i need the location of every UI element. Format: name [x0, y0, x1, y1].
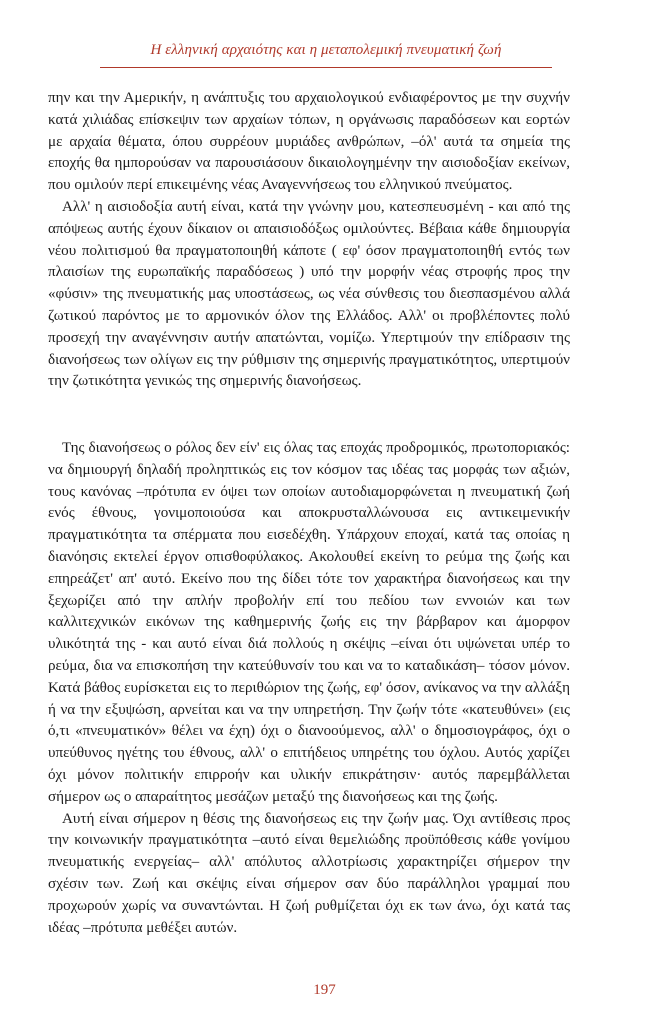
body-text-lower	[48, 438, 570, 939]
page-number: 197	[313, 982, 336, 998]
paragraph: Της διανοήσεως ο ρόλος δεν είν' εις όλας τας εποχάς προδρομικός, πρωτοποριακός: να δημιουργή δηλαδή προληπτικώς εις τον κόσμον τας ιδέας τας μορφάς των αξιών, τους κανόνας –πρότυπα εν όψει των οποίων αυτοδιαμορφώνεται η πνευματική ζωή ενός έθνους, γονιμοποιούσα και αποκρυσταλλώνουσα εις αντικειμενικήν πραγματικότητα τα σπέρματα που εισεδέχθη. Υπάρχουν εποχαί, κατά τας οποίας η διανόησις εκτελεί έργον οπισθοφύλακος. Ακολουθεί εκείνη το ρεύμα της ζωής και επηρεάζετ' απ' αυτό. Εκείνο που της δίδει τότε τον χαρακτήρα διανοήσεως και την ξεχωρίζει από την απλήν προβολήν επί του πεδίου των εννοιών και των καλλιτεχνικών εικόνων της καθημερινής ζωής εις την βάρβαρον και άμορφον υλικότητά της - και αυτό είναι διά πολλούς η σκέψις –είναι ότι υψώνεται υπέρ το ρεύμα, δια να επισκοπήση την κατεύθυνσίν του και να το καταδικάση– τόσον μόνον. Κατά βάθος ευρίσκεται εις το περιθώριον της ζωής, εφ' όσον, ανίκανος να την αλλάξη ή να την εξυψώση, αρνείται και να την υπηρετήση. Την ζωήν τότε «κατευθύνει» (εις ό,τι «πνευματικόν» θέλει να έχη) όχι ο διανοούμενος, αλλ' ο δημοσιογράφος, όχι ο υπεύθυνος ηγέτης του έθνους, αλλ' ο επιτήδειος υπηρέτης του όχλου. Αυτός χαρίζει όχι μόνον πολιτικήν επιρροήν και υλικήν επικράτησιν· αυτός παρεμβάλλεται σήμερον ως ο απαραίτητος μεσάζων μεταξύ της διανοήσεως και της ζωής.	[48, 440, 570, 805]
paragraph: Αλλ' η αισιοδοξία αυτή είναι, κατά την γνώνην μου, κατεσπευσμένη - και από της απόψεως αυτής έχουν δίκαιον οι απαισιοδόξως ομιλούντες. Βέβαια κάθε δημιουργία νέου πολιτισμού θα πραγματοποιηθή κάποτε ( εφ' όσον πραγματοποιηθή εντός των πλαισίων της ευρωπαϊκής παραδόσεως ) υπό την μορφήν νέας στροφής προς την «φύσιν» της πνευματικής μας υποστάσεως, ως νέα σύνθεσις του διεσπασμένου αλλά ζωτικού παρόντος με το αρμονικόν όλον της Ελλάδος. Αλλ' οι προβλέποντες πολύ προσεχή την αναγέννησιν αυτήν απατώνται, νομίζω. Υπερτιμούν την επίδρασιν της διανοήσεως των ολίγων εις την ρύθμισιν της σημερινής πραγματικότητος, υπερτιμούν την ζωτικότητα γενικώς της σημερινής διανοήσεως.	[48, 198, 570, 390]
header-rule	[100, 67, 552, 68]
paragraph-continuation: πην και την Αμερικήν, η ανάπτυξις του αρχαιολογικού ενδιαφέροντος με την συχνήν κατά χιλιάδας επίσκεψιν των αρχαίων τόπων, η οργάνωσις παραδόσεων και εορτών με αρχαία θέματα, όπου συρρέουν μυριάδες ανθρώπων, –όλ' αυτά τα σημεία της εποχής θα ημπορούσαν να παρουσιάσουν δικαιολογημένην την αισιοδοξίαν εκείνων, που ομιλούν περί επικειμένης νέας Αναγεννήσεως του ελληνικού πνεύματος.	[48, 90, 570, 194]
paragraph: Αυτή είναι σήμερον η θέσις της διανοήσεως εις την ζωήν μας. Όχι αντίθεσις προς την κοινωνικήν πραγματικότητα –αυτό είναι θεμελιώδης προϋπόθεσις κάθε γονίμου πνευματικής ενεργείας– αλλ' απόλυτος αλλοτρίωσις χαρακτηρίζει σήμερον την σχέσιν των. Ζωή και σκέψις είναι σήμερον σαν δύο παράλληλοι γραμμαί που προχωρούν χωρίς να συναντώνται. Η ζωή ρυθμίζεται όχι εκ των άνω, όχι κατά τας ιδέας –πρότυπα μεθέξει αυτών.	[48, 810, 570, 936]
body-text-upper	[48, 88, 570, 393]
running-head: Η ελληνική αρχαιότης και η μεταπολεμική πνευματική ζωή	[150, 42, 502, 58]
